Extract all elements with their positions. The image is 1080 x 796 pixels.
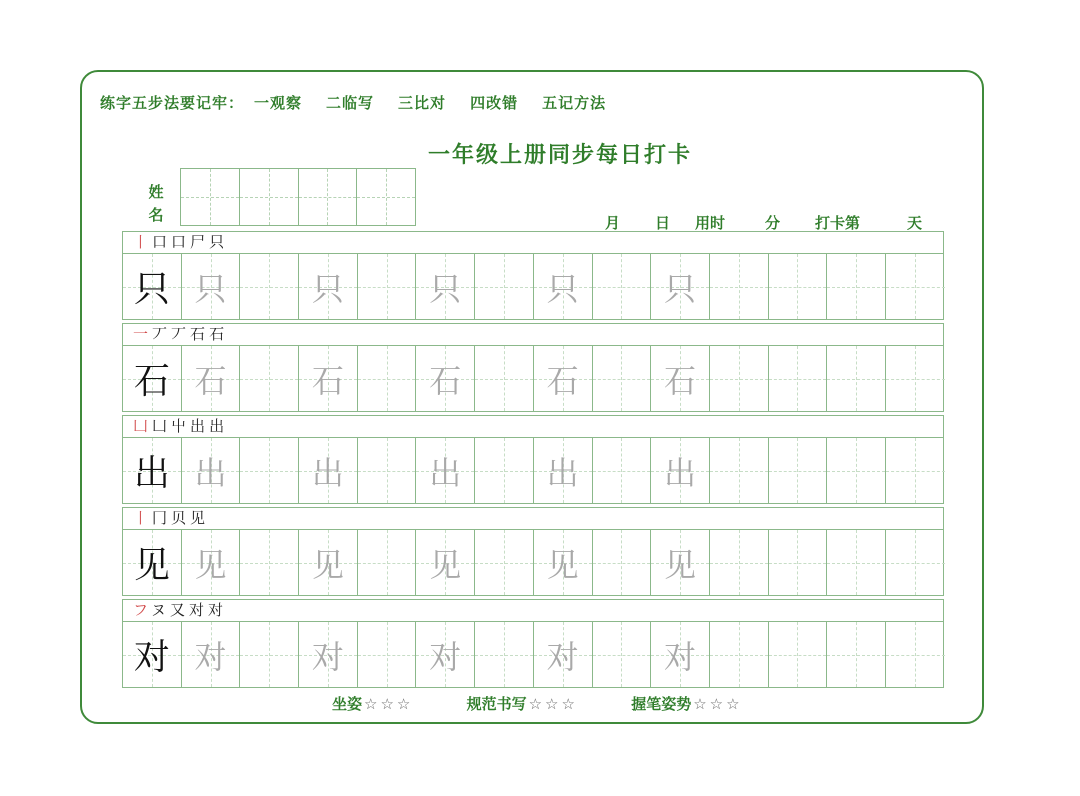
grip-stars[interactable]: ☆☆☆ — [693, 695, 743, 713]
stroke-step: 冂 — [152, 509, 172, 527]
trace-character: 见 — [546, 545, 579, 584]
writing-rating — [467, 693, 578, 714]
motto-step-2: 二临写 — [326, 94, 375, 112]
stroke-step: 丨 — [133, 233, 153, 251]
name-grid[interactable] — [180, 168, 416, 226]
blank-writing-cell[interactable] — [475, 254, 534, 319]
trace-character-cell[interactable] — [299, 254, 358, 319]
trace-character-cell[interactable] — [416, 254, 475, 319]
blank-writing-cell[interactable] — [475, 622, 534, 687]
stroke-step: 丨 — [133, 509, 153, 527]
blank-writing-cell[interactable] — [769, 530, 828, 595]
blank-writing-cell[interactable] — [358, 346, 417, 411]
day-label: 日 — [655, 214, 671, 232]
stroke-step: 石 — [209, 325, 229, 343]
trace-character-cell[interactable] — [534, 254, 593, 319]
blank-writing-cell[interactable] — [769, 622, 828, 687]
stroke-step: 凵 — [152, 417, 172, 435]
trace-character: 石 — [311, 361, 344, 400]
blank-writing-cell[interactable] — [769, 254, 828, 319]
stroke-order-line — [122, 415, 944, 438]
trace-character: 对 — [194, 637, 227, 676]
trace-character-cell[interactable] — [651, 254, 710, 319]
writing-grid — [122, 622, 944, 688]
blank-writing-cell[interactable] — [240, 254, 299, 319]
grip-label: 握笔姿势 — [631, 695, 692, 713]
trace-character-cell[interactable] — [299, 346, 358, 411]
blank-writing-cell[interactable] — [769, 438, 828, 503]
trace-character: 只 — [194, 269, 227, 308]
name-cell[interactable] — [181, 169, 240, 225]
trace-character-cell[interactable] — [534, 622, 593, 687]
blank-writing-cell[interactable] — [593, 622, 652, 687]
time-used-label: 用时 — [695, 214, 726, 232]
date-line — [605, 212, 937, 233]
month-label: 月 — [605, 214, 621, 232]
stroke-order-line — [122, 231, 944, 254]
trace-character-cell[interactable] — [416, 438, 475, 503]
motto-step-4: 四改错 — [470, 94, 519, 112]
name-label — [143, 181, 169, 227]
blank-writing-cell[interactable] — [593, 254, 652, 319]
stroke-step: 屮 — [171, 417, 191, 435]
blank-writing-cell[interactable] — [710, 254, 769, 319]
stroke-step: 对 — [188, 601, 208, 619]
blank-writing-cell[interactable] — [358, 530, 417, 595]
grip-rating — [631, 693, 742, 714]
blank-writing-cell[interactable] — [710, 530, 769, 595]
trace-character: 见 — [194, 545, 227, 584]
stroke-step: 一 — [133, 325, 153, 343]
writing-grid — [122, 346, 944, 412]
posture-label: 坐姿 — [332, 695, 363, 713]
name-label-line1: 姓 — [148, 183, 164, 201]
character-row — [122, 415, 944, 504]
trace-character: 只 — [546, 269, 579, 308]
trace-character: 只 — [664, 269, 697, 308]
trace-character-cell[interactable] — [534, 530, 593, 595]
model-character: 见 — [133, 545, 170, 586]
blank-writing-cell[interactable] — [710, 346, 769, 411]
stroke-step: フ — [133, 601, 151, 619]
trace-character-cell[interactable] — [651, 438, 710, 503]
blank-writing-cell[interactable] — [593, 346, 652, 411]
trace-character-cell[interactable] — [651, 530, 710, 595]
trace-character: 对 — [546, 637, 579, 676]
model-character-cell — [123, 438, 182, 503]
name-label-line2: 名 — [148, 206, 164, 224]
posture-rating — [332, 693, 413, 714]
blank-writing-cell[interactable] — [886, 438, 945, 503]
stroke-step: 尸 — [190, 233, 210, 251]
trace-character-cell[interactable] — [299, 530, 358, 595]
trace-character: 石 — [664, 361, 697, 400]
stroke-step: ヌ — [150, 601, 170, 619]
trace-character: 对 — [311, 637, 344, 676]
trace-character-cell[interactable] — [416, 530, 475, 595]
motto-step-5: 五记方法 — [542, 94, 607, 112]
stroke-step: 出 — [209, 417, 229, 435]
blank-writing-cell[interactable] — [593, 530, 652, 595]
self-assessment — [332, 693, 892, 714]
practice-rows — [122, 231, 944, 691]
writing-label: 规范书写 — [466, 695, 527, 713]
motto-intro: 练字五步法要记牢： — [100, 94, 245, 112]
writing-stars[interactable]: ☆☆☆ — [528, 695, 578, 713]
name-cell[interactable] — [240, 169, 299, 225]
days-label: 天 — [907, 214, 923, 232]
blank-writing-cell[interactable] — [593, 438, 652, 503]
trace-character-cell[interactable] — [651, 346, 710, 411]
trace-character: 见 — [664, 545, 697, 584]
trace-character: 只 — [429, 269, 462, 308]
trace-character-cell[interactable] — [416, 346, 475, 411]
stroke-step: 口 — [152, 233, 172, 251]
stroke-step: 凵 — [133, 417, 153, 435]
blank-writing-cell[interactable] — [886, 622, 945, 687]
model-character-cell — [123, 622, 182, 687]
blank-writing-cell[interactable] — [886, 346, 945, 411]
trace-character-cell[interactable] — [534, 346, 593, 411]
model-character: 石 — [133, 361, 170, 402]
trace-character-cell[interactable] — [182, 438, 241, 503]
blank-writing-cell[interactable] — [240, 622, 299, 687]
writing-grid — [122, 530, 944, 596]
posture-stars[interactable]: ☆☆☆ — [364, 695, 414, 713]
minutes-label: 分 — [765, 214, 781, 232]
trace-character: 见 — [429, 545, 462, 584]
model-character: 出 — [133, 453, 170, 494]
trace-character-cell[interactable] — [651, 622, 710, 687]
trace-character: 出 — [546, 453, 579, 492]
character-row — [122, 507, 944, 596]
blank-writing-cell[interactable] — [475, 346, 534, 411]
trace-character: 石 — [194, 361, 227, 400]
trace-character: 出 — [429, 453, 462, 492]
model-character: 对 — [133, 637, 170, 678]
stroke-order-line — [122, 599, 944, 622]
blank-writing-cell[interactable] — [240, 346, 299, 411]
model-character: 只 — [133, 269, 170, 310]
trace-character-cell[interactable] — [182, 254, 241, 319]
blank-writing-cell[interactable] — [710, 622, 769, 687]
trace-character: 出 — [664, 453, 697, 492]
blank-writing-cell[interactable] — [827, 530, 886, 595]
blank-writing-cell[interactable] — [240, 530, 299, 595]
stroke-step: 又 — [169, 601, 189, 619]
stroke-step: 丆 — [152, 325, 172, 343]
blank-writing-cell[interactable] — [240, 438, 299, 503]
stroke-step: 丆 — [171, 325, 191, 343]
stroke-step: 只 — [209, 233, 229, 251]
trace-character-cell[interactable] — [299, 438, 358, 503]
stroke-step: 口 — [171, 233, 191, 251]
trace-character: 出 — [311, 453, 344, 492]
name-cell[interactable] — [299, 169, 358, 225]
model-character-cell — [123, 254, 182, 319]
blank-writing-cell[interactable] — [358, 254, 417, 319]
five-step-motto — [100, 92, 860, 113]
stroke-order-line — [122, 507, 944, 530]
name-cell[interactable] — [357, 169, 415, 225]
model-character-cell — [123, 530, 182, 595]
character-row — [122, 231, 944, 320]
blank-writing-cell[interactable] — [827, 622, 886, 687]
blank-writing-cell[interactable] — [886, 254, 945, 319]
trace-character: 出 — [194, 453, 227, 492]
blank-writing-cell[interactable] — [710, 438, 769, 503]
blank-writing-cell[interactable] — [358, 622, 417, 687]
stroke-step: 出 — [190, 417, 210, 435]
trace-character: 只 — [311, 269, 344, 308]
stroke-step: 见 — [190, 509, 210, 527]
blank-writing-cell[interactable] — [827, 254, 886, 319]
stroke-step: 石 — [190, 325, 210, 343]
blank-writing-cell[interactable] — [358, 438, 417, 503]
blank-writing-cell[interactable] — [475, 530, 534, 595]
character-row — [122, 599, 944, 688]
checkin-label: 打卡第 — [815, 214, 861, 232]
stroke-step: 贝 — [171, 509, 191, 527]
trace-character: 石 — [546, 361, 579, 400]
model-character-cell — [123, 346, 182, 411]
blank-writing-cell[interactable] — [827, 346, 886, 411]
blank-writing-cell[interactable] — [886, 530, 945, 595]
trace-character-cell[interactable] — [182, 622, 241, 687]
writing-grid — [122, 254, 944, 320]
motto-step-3: 三比对 — [398, 94, 447, 112]
motto-step-1: 一观察 — [254, 94, 303, 112]
blank-writing-cell[interactable] — [827, 438, 886, 503]
blank-writing-cell[interactable] — [475, 438, 534, 503]
trace-character: 对 — [429, 637, 462, 676]
trace-character: 石 — [429, 361, 462, 400]
trace-character-cell[interactable] — [534, 438, 593, 503]
trace-character-cell[interactable] — [182, 530, 241, 595]
page-title: 一年级上册同步每日打卡 — [428, 143, 693, 168]
trace-character: 见 — [311, 545, 344, 584]
trace-character-cell[interactable] — [416, 622, 475, 687]
blank-writing-cell[interactable] — [769, 346, 828, 411]
trace-character-cell[interactable] — [182, 346, 241, 411]
stroke-step: 对 — [208, 601, 228, 619]
character-row — [122, 323, 944, 412]
writing-grid — [122, 438, 944, 504]
trace-character: 对 — [664, 637, 697, 676]
trace-character-cell[interactable] — [299, 622, 358, 687]
stroke-order-line — [122, 323, 944, 346]
